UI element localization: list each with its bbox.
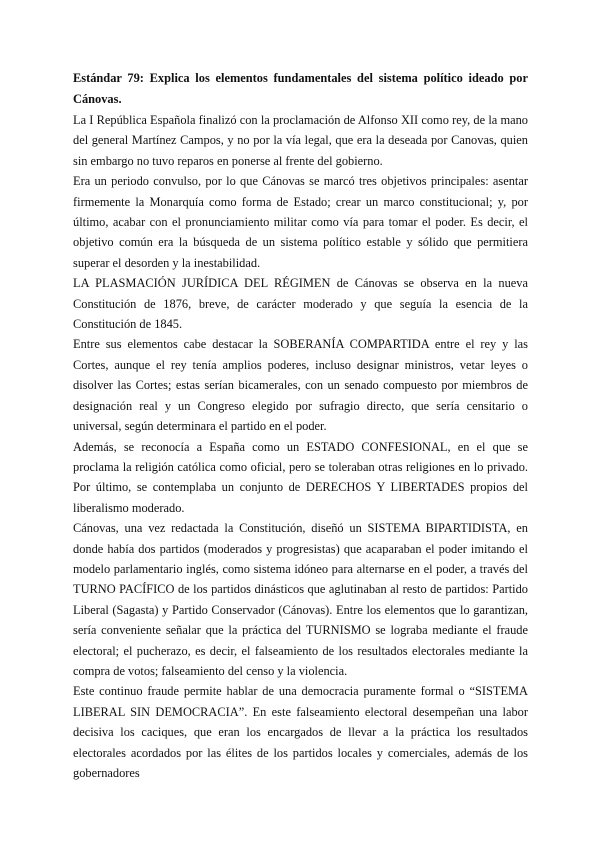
paragraph-objectives: Era un periodo convulso, por lo que Cánovas se marcó tres objetivos principales: asentar firmemente la Monarquía como forma de Estado; crear un marco constitucional; y, por último, acabar con el pronunciamiento militar como vía para tomar el poder. Es decir, el objetivo común era la búsqueda de un sistema político estable y sólido que permitiera superar el desorden y la inestabilidad. [73, 174, 528, 270]
paragraph-bipartisan-system: Cánovas, una vez redactada la Constitución, diseñó un SISTEMA BIPARTIDISTA, en donde había dos partidos (moderados y progresistas) que acaparaban el poder imitando el modelo parlamentario inglés, como sistema idóneo para alternarse en el poder, a través del TURNO PACÍFICO de los partidos dinásticos que aglutinaban al resto de partidos: Partido Liberal (Sagasta) y Partido Conservador (Cánovas). Entre los elementos que lo garantizan, sería conveniente señalar que la práctica del TURNISMO se lograba mediante el fraude electoral; el pucherazo, es decir, el falseamiento de los resultados electorales mediante la compra de votos; falseamiento del censo y la violencia. [73, 521, 528, 678]
paragraph-constitution: LA PLASMACIÓN JURÍDICA DEL RÉGIMEN de Cánovas se observa en la nueva Constitución de 1876, breve, de carácter moderado y que seguía la esencia de la Constitución de 1845. [73, 276, 528, 332]
document-page [73, 68, 528, 783]
paragraph-electoral-fraud: Este continuo fraude permite hablar de una democracia puramente formal o “SISTEMA LIBERAL SIN DEMOCRACIA”. En este falseamiento electoral desempeñan una labor decisiva los caciques, que eran los encargados de llevar a la práctica los resultados electorales acordados por las élites de los partidos locales y comerciales, además de los gobernadores [73, 684, 528, 780]
document-title: Estándar 79: Explica los elementos fundamentales del sistema político ideado por Cánovas. [73, 71, 528, 106]
paragraph-sovereignty: Entre sus elementos cabe destacar la SOBERANÍA COMPARTIDA entre el rey y las Cortes, aunque el rey tenía amplios poderes, incluso designar ministros, vetar leyes o disolver las Cortes; estas serían bicamerales, con un senado compuesto por miembros de designación real y un Congreso elegido por sufragio directo, que sería censitario o universal, según determinara el partido en el poder. [73, 337, 528, 434]
paragraph-intro: La I República Española finalizó con la proclamación de Alfonso XII como rey, de la mano del general Martínez Campos, y no por la vía legal, que era la deseada por Canovas, quien sin embargo no tuvo reparos en ponerse al frente del gobierno. [73, 113, 528, 168]
paragraph-confessional-state: Además, se reconocía a España como un ESTADO CONFESIONAL, en el que se proclama la religión católica como oficial, pero se toleraban otras religiones en lo privado. Por último, se contemplaba un conjunto de DERECHOS Y LIBERTADES propios del liberalismo moderado. [73, 439, 528, 515]
